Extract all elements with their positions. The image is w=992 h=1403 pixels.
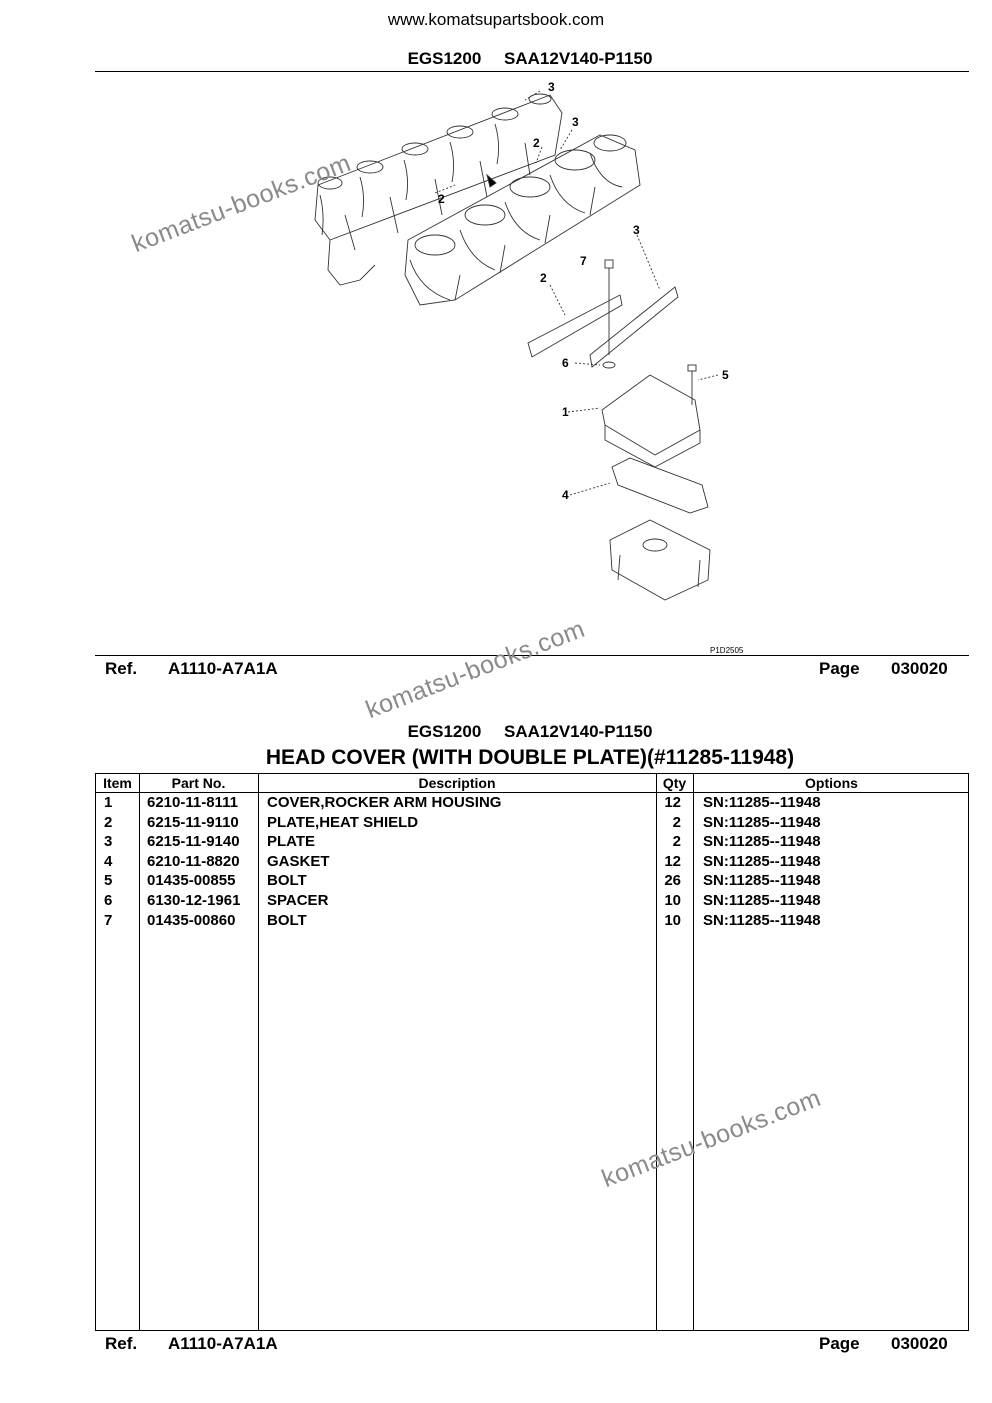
model-header: [0, 49, 992, 69]
cell-options: SN:11285--11948: [703, 833, 821, 851]
cell-part-no: 6215-11-9140: [147, 833, 240, 851]
cell-qty: 12: [664, 794, 681, 811]
table-row: [96, 853, 968, 873]
cell-description: SPACER: [267, 892, 329, 909]
cell-qty: 26: [664, 872, 681, 890]
bolt-7: [605, 260, 613, 355]
cell-qty: 10: [664, 911, 681, 929]
cell-item: 5: [104, 872, 113, 890]
cell-qty: 2: [672, 833, 681, 851]
cell-part-no: 6130-12-1961: [147, 892, 241, 909]
cell-options: SN:11285--11948: [703, 911, 821, 929]
page-number: 030020: [891, 1334, 948, 1353]
cell-item: 7: [104, 911, 113, 929]
table-row: [96, 872, 968, 892]
callout-label: 2: [533, 136, 540, 150]
cylinder-head: [610, 520, 710, 600]
header-row-divider: [96, 792, 968, 793]
model-name: EGS1200: [407, 722, 482, 741]
header-divider: [95, 71, 969, 72]
cell-qty: 2: [672, 813, 681, 831]
table-row: [96, 814, 968, 834]
col-header-description: Description: [418, 775, 496, 791]
callout-label: 4: [562, 488, 569, 502]
cell-item: 1: [104, 794, 113, 811]
callout-label: 6: [562, 356, 569, 370]
cell-description: COVER,ROCKER ARM HOUSING: [267, 794, 502, 811]
cell-options: SN:11285--11948: [703, 813, 821, 831]
callout-label: 2: [540, 271, 547, 285]
page-number: 030020: [891, 659, 948, 678]
cell-qty: 12: [664, 852, 681, 870]
ref-label: Ref.: [105, 1334, 138, 1353]
callout-label: 3: [572, 115, 579, 129]
site-url: www.komatsupartsbook.com: [387, 10, 605, 29]
table-row: [96, 892, 968, 912]
figure-code: P1D2505: [710, 646, 744, 655]
table-row: [96, 912, 968, 932]
model-name: EGS1200: [407, 49, 482, 68]
cell-part-no: 6210-11-8111: [147, 794, 238, 811]
parts-table: [95, 773, 969, 1331]
ref-code: A1110-A7A1A: [168, 1334, 278, 1353]
col-header-options: Options: [805, 775, 858, 791]
exploded-parts-diagram: [300, 75, 780, 660]
watermark: komatsu-books.com: [128, 148, 355, 259]
watermark: komatsu-books.com: [598, 1083, 825, 1194]
cell-qty: 10: [664, 892, 681, 909]
callout-label: 3: [548, 80, 555, 94]
cell-item: 6: [104, 892, 113, 909]
col-header-item: Item: [103, 775, 132, 791]
cell-item: 4: [104, 852, 113, 870]
col-header-part-no: Part No.: [171, 775, 226, 791]
callout-label: 5: [722, 368, 729, 382]
section-title: HEAD COVER (WITH DOUBLE PLATE)(#11285-11948): [265, 746, 795, 769]
cell-description: PLATE: [267, 833, 316, 851]
cell-description: BOLT: [267, 911, 307, 929]
watermark: komatsu-books.com: [362, 614, 589, 725]
page-label: Page: [819, 1334, 860, 1353]
callout-label: 7: [580, 254, 587, 268]
cell-part-no: 01435-00860: [147, 911, 236, 929]
col-header-qty: Qty: [662, 775, 687, 791]
callout-label: 3: [633, 223, 640, 237]
gasket: [612, 458, 708, 513]
spacer: [603, 362, 615, 368]
engine-name: SAA12V140-P1150: [504, 722, 653, 741]
cell-part-no: 6210-11-8820: [147, 852, 240, 870]
ref-label: Ref.: [105, 659, 138, 678]
engine-name: SAA12V140-P1150: [504, 49, 653, 68]
cell-description: BOLT: [267, 872, 307, 890]
callout-label: 1: [562, 405, 569, 419]
ref-code: A1110-A7A1A: [168, 659, 278, 678]
cell-options: SN:11285--11948: [703, 852, 821, 870]
table-row: [96, 833, 968, 853]
cell-description: PLATE,HEAT SHIELD: [267, 813, 419, 831]
cell-options: SN:11285--11948: [703, 892, 821, 909]
cell-part-no: 01435-00855: [147, 872, 236, 890]
heat-shield-plate: [528, 295, 622, 357]
cell-part-no: 6215-11-9110: [147, 813, 239, 831]
cell-item: 2: [104, 813, 113, 831]
page-label: Page: [819, 659, 860, 678]
table-row: [96, 794, 968, 814]
cell-item: 3: [104, 833, 113, 851]
callout-label: 2: [438, 192, 445, 206]
plate: [590, 287, 678, 367]
head-cover: [602, 375, 700, 455]
cell-options: SN:11285--11948: [703, 794, 821, 811]
cell-options: SN:11285--11948: [703, 872, 821, 890]
model-header-lower: [0, 722, 992, 742]
cylinder-bank-lower: [405, 135, 640, 305]
cell-description: GASKET: [267, 852, 330, 870]
bolt-5: [688, 365, 696, 405]
